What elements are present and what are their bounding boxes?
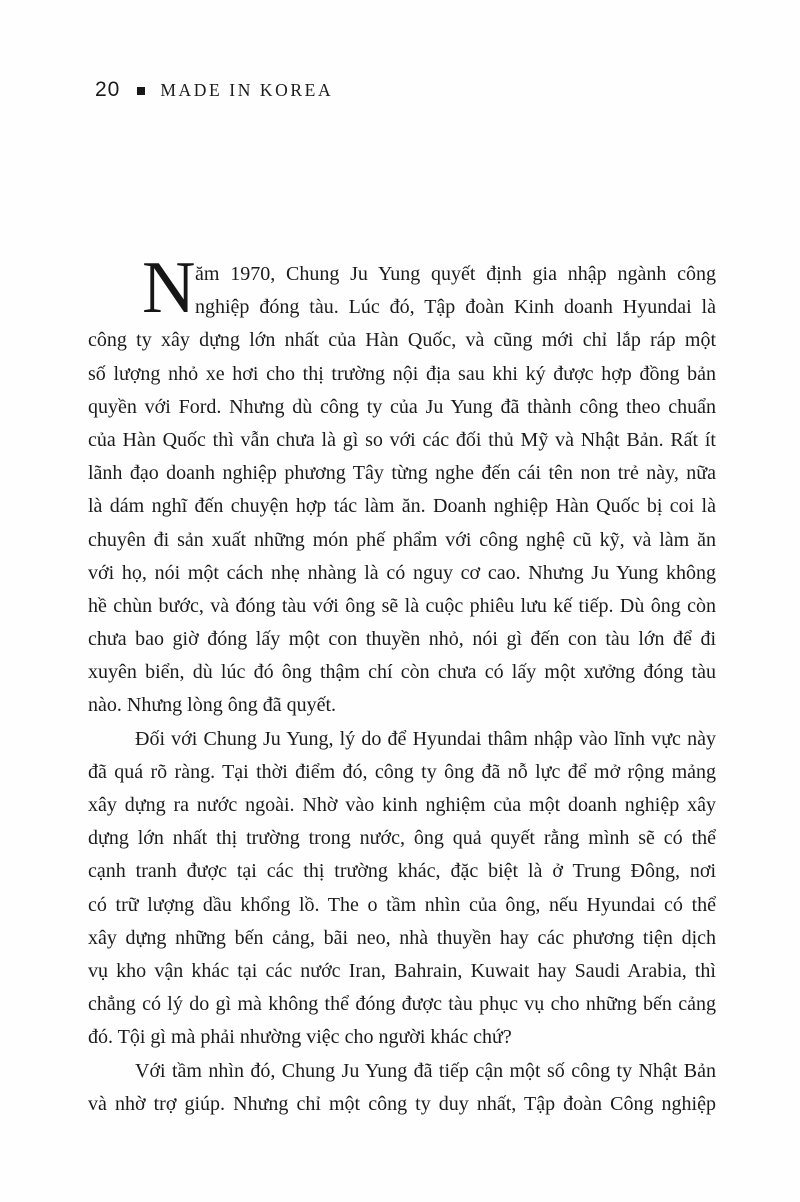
text-line: chưa bao giờ đóng lấy một con thuyền nhỏ, nói gì đến con tàu lớn để đi: [88, 628, 716, 651]
text-line: vụ kho vận khác tại các nước Iran, Bahrain, Kuwait hay Saudi Arabia, thì: [88, 959, 716, 982]
text-line: dựng lớn nhất thị trường trong nước, ông quả quyết rằng mình sẽ có thể: [88, 827, 716, 850]
page-number: 20: [95, 78, 121, 101]
drop-cap-letter: N: [142, 247, 196, 329]
text-line: hề chùn bước, và đóng tàu với ông sẽ là cuộc phiêu lưu kế tiếp. Dù ông còn: [88, 594, 716, 617]
text-line: chuyên đi sản xuất những món phế phẩm với công nghệ cũ kỹ, và làm ăn: [88, 528, 716, 551]
body-text: [88, 258, 716, 1121]
text-line: với họ, nói một cách nhẹ nhàng là có nguy cơ cao. Nhưng Ju Yung không: [88, 561, 716, 584]
square-bullet-icon: [137, 87, 145, 95]
text-line: của Hàn Quốc thì vẫn chưa là gì so với các đối thủ Mỹ và Nhật Bản. Rất ít: [88, 428, 716, 451]
text-line: xây dựng ra nước ngoài. Nhờ vào kinh nghiệm của một doanh nghiệp xây: [88, 794, 716, 816]
text-line: Đối với Chung Ju Yung, lý do để Hyundai thâm nhập vào lĩnh vực này: [135, 727, 716, 750]
text-line: chẳng có lý do gì mà không thể đóng được tàu phục vụ cho những bến cảng: [88, 993, 716, 1016]
book-title: MADE IN KOREA: [160, 79, 334, 100]
text-line: nào. Nhưng lòng ông đã quyết.: [88, 694, 337, 717]
text-line: đã quá rõ ràng. Tại thời điểm đó, công ty ông đã nỗ lực để mở rộng mảng: [88, 760, 716, 783]
text-line: số lượng nhỏ xe hơi cho thị trường nội địa sau khi ký được hợp đồng bản: [88, 362, 716, 385]
text-line: quyền với Ford. Nhưng dù công ty của Ju Yung đã thành công theo chuẩn: [88, 395, 716, 418]
running-header: [95, 78, 333, 102]
text-line: lãnh đạo doanh nghiệp phương Tây từng nghe đến cái tên non trẻ này, nữa: [88, 462, 716, 485]
text-line: và nhờ trợ giúp. Nhưng chỉ một công ty duy nhất, Tập đoàn Công nghiệp: [88, 1092, 716, 1115]
text-line: ăm 1970, Chung Ju Yung quyết định gia nhập ngành công: [195, 263, 716, 285]
text-line: Với tầm nhìn đó, Chung Ju Yung đã tiếp cận một số công ty Nhật Bản: [135, 1059, 716, 1082]
text-line: đó. Tội gì mà phải nhường việc cho người khác chứ?: [88, 1026, 512, 1049]
text-line: có trữ lượng dầu khổng lồ. The o tầm nhìn của ông, nếu Hyundai có thể: [88, 893, 716, 916]
text-line: là dám nghĩ đến chuyện hợp tác làm ăn. Doanh nghiệp Hàn Quốc bị coi là: [88, 495, 716, 518]
text-line: công ty xây dựng lớn nhất của Hàn Quốc, và cũng mới chỉ lắp ráp một: [88, 329, 716, 352]
text-line: xây dựng những bến cảng, bãi neo, nhà thuyền hay các phương tiện dịch: [88, 926, 716, 949]
text-line: xuyên biển, dù lúc đó ông thậm chí còn chưa có lấy một xưởng đóng tàu: [88, 661, 716, 684]
page-body: [88, 247, 716, 1121]
text-line: nghiệp đóng tàu. Lúc đó, Tập đoàn Kinh doanh Hyundai là: [195, 296, 716, 319]
text-line: cạnh tranh được tại các thị trường khác, đặc biệt là ở Trung Đông, nơi: [88, 860, 716, 883]
